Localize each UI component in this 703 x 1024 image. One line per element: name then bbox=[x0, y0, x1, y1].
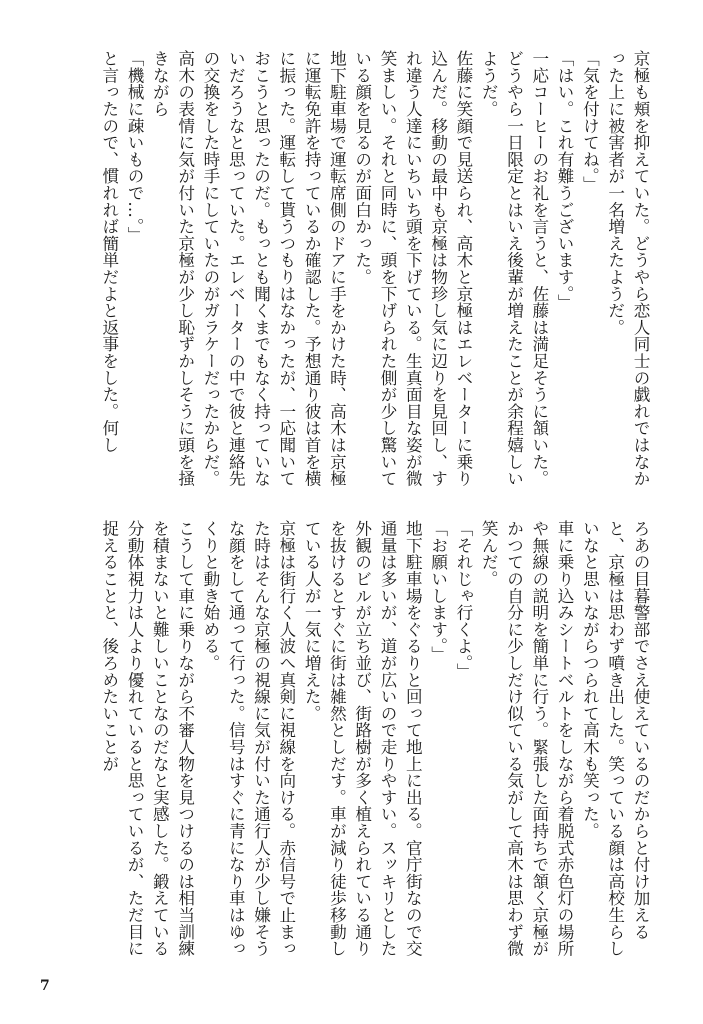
top-text-block bbox=[49, 50, 653, 497]
paragraph: 地下駐車場で運転席側のドアに手をかけた時、高木は京極に運転免許を持っているか確認した。予想通り彼は首を横に振った。運転して貰うつもりはなかったが、一応聞いておこうと思ったのだ。もっとも聞くまでもなく持っていないだろうなと思っていた。エレベーターの中で彼と連絡先の交換をした時手にしていたのがガラケーだったからだ。高木の表情に気が付いた京極が少し恥ずかしそうに頭を掻きながら bbox=[150, 50, 347, 487]
paragraph: 京極は街行く人波へ真剣に視線を向ける。赤信号で止まった時はそんな京極の視線に気が付いた通行人が少し嫌そうな顔をして通って行った。信号はすぐに青になり車はゆっくりと動き始める。 bbox=[200, 520, 296, 957]
paragraph: 一応コーヒーのお礼を言うと、佐藤は満足そうに頷いた。どうやら一日限定とはいえ後輩が増えたことが余程嬉しいようだ。 bbox=[479, 50, 549, 487]
dialogue-line: 「それじゃ行くよ。」 bbox=[453, 520, 473, 680]
bottom-text-block bbox=[49, 520, 653, 967]
paragraph: こうして車に乗りながら不審人物を見つけるのは相当訓練を積まないと難しいことなのだなと実感した。鍛えている分動体視力は人より優れていると思っているが、ただ目に捉えることと、後ろめたいことが bbox=[99, 520, 195, 957]
paragraph: ろあの目暮警部でさえ使えているのだからと付け加えると、京極は思わず噴き出した。笑っている顔は高校生らしいなと思いながらつられて高木も笑った。 bbox=[580, 520, 650, 957]
paragraph: 佐藤に笑顔で見送られ、高木と京極はエレベーターに乗り込んだ。移動の最中も京極は物珍し気に辺りを見回し、すれ違う人達にいちいち頭を下げている。生真面目な姿が微笑ましい。それと同時に、頭を下げられた側が少し驚いている顔を見るのが面白かった。 bbox=[352, 50, 473, 487]
dialogue-line: 「はい。これ有難うございます。」 bbox=[555, 50, 575, 311]
paragraph: 車に乗り込みシートベルトをしながら着脱式赤色灯の場所や無線の説明を簡単に行う。緊張した面持ちで頷く京極がかつての自分に少しだけ似ている気がして高木は思わず微笑んだ。 bbox=[479, 520, 575, 957]
paragraph: 地下駐車場をぐるりと回って地上に出る。官庁街なので交通量は多いが、道が広いので走りやすい。スッキリとした外観のビルが立ち並び、街路樹が多く植えられている通りを抜けるとすぐに街は雑然としだす。車が減り徒歩移動している人が一気に増えた。 bbox=[302, 520, 423, 957]
dialogue-line: 「お願いします。」 bbox=[428, 520, 448, 663]
paragraph: 京極も頬を抑えていた。どうやら恋人同士の戯れではなかった上に被害者が一名増えたようだ。 bbox=[605, 50, 650, 487]
page-number: 7 bbox=[40, 978, 50, 994]
paragraph: と言ったので、慣れれば簡単だよと返事をした。何し bbox=[99, 50, 119, 454]
dialogue-line: 「機械に疎いもので…。」 bbox=[125, 50, 145, 244]
dialogue-line: 「気を付けてね。」 bbox=[580, 50, 600, 193]
